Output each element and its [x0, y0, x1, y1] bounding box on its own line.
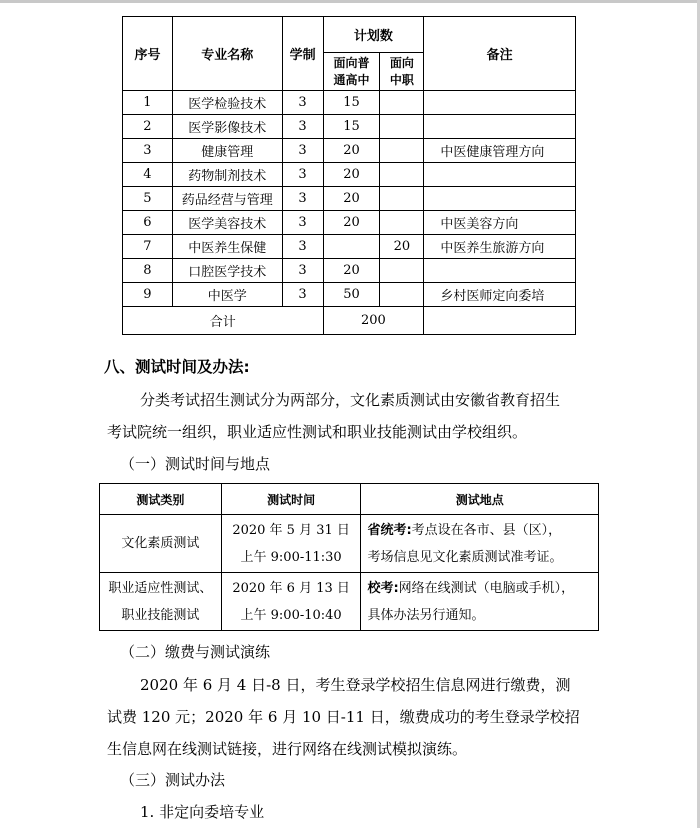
cell-plan-vs [380, 91, 424, 115]
cell-test-place-line1 [367, 575, 598, 602]
header-plan-high-school-line1: 面向普 [333, 55, 370, 70]
header-seq: 序号 [123, 17, 173, 91]
cell-plan-vs [380, 187, 424, 211]
enrollment-plan-table [122, 16, 576, 335]
header-major: 专业名称 [172, 17, 282, 91]
table-row [123, 163, 576, 187]
header-test-place: 测试地点 [361, 484, 599, 515]
header-test-type: 测试类别 [100, 484, 222, 515]
cell-years: 3 [282, 259, 323, 283]
cell-years: 3 [282, 211, 323, 235]
header-plan-vocational-line1: 面向 [389, 55, 414, 70]
cell-test-type-line1: 文化素质测试 [121, 536, 200, 551]
cell-years: 3 [282, 283, 323, 307]
cell-plan-hs: 50 [323, 283, 380, 307]
total-label: 合计 [123, 307, 324, 335]
sub3-heading: （三）测试办法 [120, 771, 226, 789]
header-plan-vocational-line2: 中职 [389, 72, 414, 87]
table-row [100, 515, 599, 573]
cell-note: 乡村医师定向委培 [424, 283, 576, 307]
cell-plan-vs: 20 [380, 235, 424, 259]
cell-plan-hs: 15 [323, 91, 380, 115]
total-row [123, 307, 576, 335]
cell-note: 中医健康管理方向 [424, 139, 576, 163]
header-plan-vocational [380, 53, 424, 91]
table-row [123, 139, 576, 163]
cell-test-time [221, 515, 361, 573]
cell-major: 口腔医学技术 [172, 259, 282, 283]
table-row [123, 259, 576, 283]
cell-test-place-line2: 考场信息见文化素质测试准考证。 [367, 549, 563, 565]
table-row [123, 187, 576, 211]
place-text: 网络在线测试（电脑或手机）， [398, 580, 575, 596]
intro-line-2: 考试院统一组织，职业适应性测试和职业技能测试由学校组织。 [107, 423, 528, 441]
table-row [123, 211, 576, 235]
cell-note: 中医养生旅游方向 [424, 235, 576, 259]
cell-seq: 5 [123, 187, 173, 211]
total-note [424, 307, 576, 335]
place-label: 校考: [367, 580, 399, 596]
cell-seq: 2 [123, 115, 173, 139]
header-test-time: 测试时间 [221, 484, 361, 515]
table-row [123, 115, 576, 139]
cell-years: 3 [282, 139, 323, 163]
cell-years: 3 [282, 187, 323, 211]
cell-plan-hs: 20 [323, 211, 380, 235]
cell-plan-hs: 15 [323, 115, 380, 139]
page-top-edge [0, 0, 700, 3]
cell-plan-vs [380, 139, 424, 163]
cell-years: 3 [282, 115, 323, 139]
cell-test-place [361, 573, 599, 631]
cell-seq: 6 [123, 211, 173, 235]
fee-line-3: 生信息网在线测试链接，进行网络在线测试模拟演练。 [107, 740, 468, 758]
cell-major: 医学影像技术 [172, 115, 282, 139]
header-years: 学制 [282, 17, 323, 91]
cell-seq: 8 [123, 259, 173, 283]
header-note: 备注 [424, 17, 576, 91]
cell-major: 药物制剂技术 [172, 163, 282, 187]
cell-plan-vs [380, 211, 424, 235]
table-row [123, 91, 576, 115]
cell-major: 中医养生保健 [172, 235, 282, 259]
table-row [123, 235, 576, 259]
fee-line-1: 2020 年 6 月 4 日-8 日，考生登录学校招生信息网进行缴费，测 [140, 676, 571, 694]
cell-test-date: 2020 年 5 月 31 日 [232, 522, 350, 538]
cell-test-place-line2: 具体办法另行通知。 [367, 607, 485, 623]
intro-line-1: 分类考试招生测试分为两部分，文化素质测试由安徽省教育招生 [140, 391, 561, 409]
header-plan-high-school-line2: 通高中 [333, 72, 370, 87]
cell-test-place-line1 [367, 517, 598, 544]
cell-plan-vs [380, 115, 424, 139]
cell-test-type [100, 573, 222, 631]
table-row [123, 283, 576, 307]
fee-line-2: 试费 120 元；2020 年 6 月 10 日-11 日，缴费成功的考生登录学校招 [107, 708, 580, 726]
test-schedule-table [99, 483, 599, 631]
cell-note [424, 187, 576, 211]
cell-note: 中医美容方向 [424, 211, 576, 235]
cell-seq: 9 [123, 283, 173, 307]
header-plan-high-school [323, 53, 380, 91]
cell-note [424, 259, 576, 283]
cell-plan-hs: 20 [323, 139, 380, 163]
cell-seq: 3 [123, 139, 173, 163]
header-plan: 计划数 [323, 17, 424, 53]
cell-plan-vs [380, 163, 424, 187]
cell-major: 中医学 [172, 283, 282, 307]
section-heading: 八、测试时间及办法: [104, 358, 250, 376]
cell-note [424, 91, 576, 115]
cell-test-date: 2020 年 6 月 13 日 [232, 580, 350, 596]
sub1-heading: （一）测试时间与地点 [120, 455, 271, 473]
cell-plan-hs: 20 [323, 187, 380, 211]
cell-major: 医学美容技术 [172, 211, 282, 235]
cell-plan-vs [380, 283, 424, 307]
cell-plan-vs [380, 259, 424, 283]
cell-note [424, 115, 576, 139]
cell-major: 健康管理 [172, 139, 282, 163]
cell-test-place [361, 515, 599, 573]
total-value: 200 [323, 307, 424, 335]
cell-plan-hs: 20 [323, 163, 380, 187]
cell-seq: 7 [123, 235, 173, 259]
cell-test-time [221, 573, 361, 631]
cell-years: 3 [282, 91, 323, 115]
cell-test-type-line1: 职业适应性测试、 [108, 580, 213, 596]
item-1: 1. 非定向委培专业 [140, 803, 265, 821]
cell-seq: 4 [123, 163, 173, 187]
cell-plan-hs [323, 235, 380, 259]
sub2-heading: （二）缴费与测试演练 [120, 643, 271, 661]
cell-note [424, 163, 576, 187]
cell-plan-hs: 20 [323, 259, 380, 283]
cell-test-type-line2: 职业技能测试 [121, 607, 200, 623]
cell-test-type [100, 515, 222, 573]
cell-major: 药品经营与管理 [172, 187, 282, 211]
cell-seq: 1 [123, 91, 173, 115]
cell-years: 3 [282, 235, 323, 259]
table-row [100, 573, 599, 631]
cell-test-hours: 上午 9:00-11:30 [240, 549, 342, 565]
place-label: 省统考: [367, 522, 412, 538]
cell-years: 3 [282, 163, 323, 187]
cell-test-hours: 上午 9:00-10:40 [240, 607, 342, 623]
place-text: 考点设在各市、县（区）， [411, 522, 562, 538]
cell-major: 医学检验技术 [172, 91, 282, 115]
